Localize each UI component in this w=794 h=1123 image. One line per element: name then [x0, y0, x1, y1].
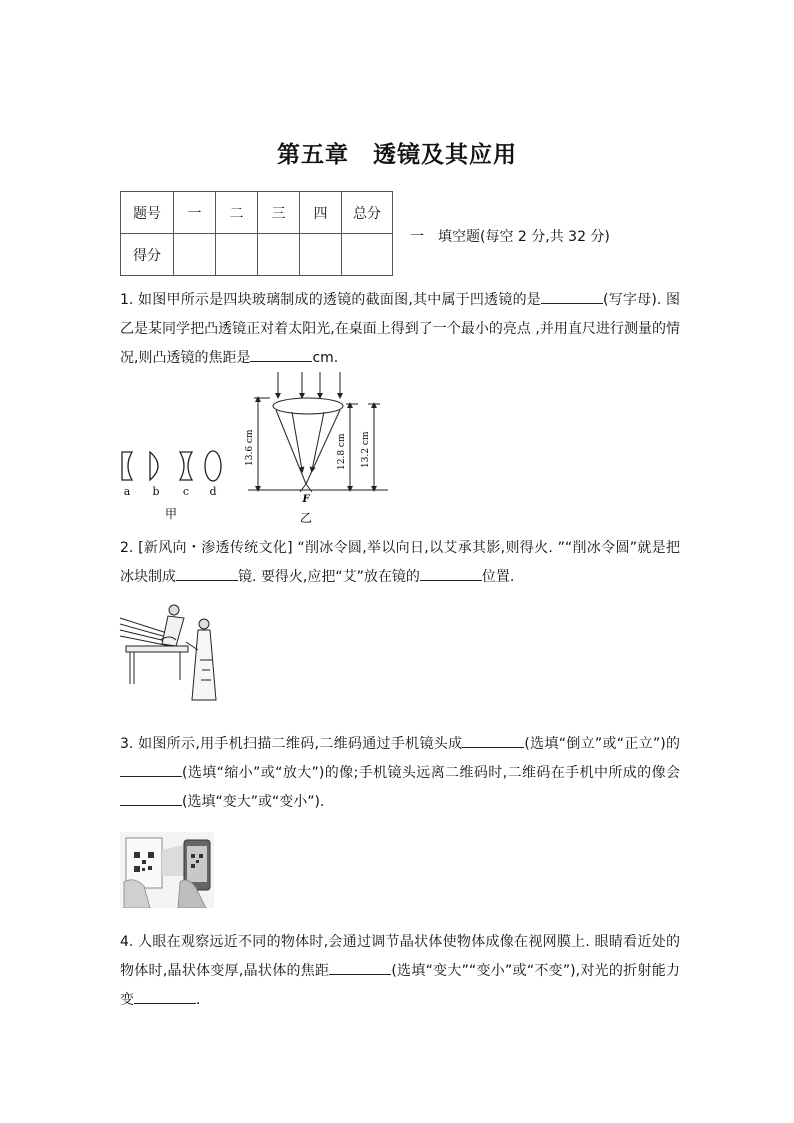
figure-caption: 甲 — [164, 507, 178, 521]
lens-label: a — [123, 485, 131, 498]
lens-c-shape — [180, 452, 192, 480]
score-header-cell: 一 — [174, 192, 216, 234]
score-cell[interactable] — [216, 234, 258, 276]
lens-label: d — [209, 485, 217, 498]
question-text: 1. 如图甲所示是四块玻璃制成的透镜的截面图,其中属于凹透镜的是 — [120, 292, 542, 308]
question-text: 镜. 要得火,应把“艾”放在镜的 — [238, 569, 420, 585]
answer-blank[interactable] — [134, 987, 196, 1004]
lens-label: b — [152, 485, 160, 498]
question-3 — [120, 730, 680, 817]
question-2 — [120, 534, 680, 592]
question-text: 位置. — [481, 569, 515, 585]
score-table-score-row — [121, 234, 393, 276]
question-text: 4. 人眼在观察远近不同的物体时,会通过调节晶状体使物体成像在视网膜上. 眼睛看近处的物体时,晶状体变厚,晶状体的焦距 — [120, 934, 680, 979]
score-cell[interactable] — [342, 234, 393, 276]
page-title — [0, 136, 794, 169]
answer-blank[interactable] — [462, 731, 524, 748]
lens-cross-sections-figure — [114, 440, 234, 530]
answer-blank[interactable] — [176, 564, 238, 581]
dimension-label: 13.2 cm — [361, 431, 371, 468]
question-text: (选填“缩小”或“放大”)的像;手机镜头远离二维码时,二维码在手机中所成的像会 — [182, 765, 680, 781]
dimension-label: 12.8 cm — [337, 433, 347, 470]
ice-lens-illustration — [118, 600, 228, 705]
answer-blank[interactable] — [541, 287, 603, 304]
answer-blank[interactable] — [250, 345, 312, 362]
question-text: 2. [新风向・渗透传统文化] “削冰令圆,举以向日,以艾承其影,则得火. ”“削冰令圆”就是把冰块制成 — [120, 540, 680, 585]
section-title: 填空题(每空 2 分,共 32 分) — [438, 229, 610, 245]
answer-blank[interactable] — [120, 760, 182, 777]
question-text: (选填“变大”“变小”或“不变”),对光的折射能力变 — [120, 963, 680, 1008]
score-header-cell: 题号 — [121, 192, 174, 234]
score-header-cell: 三 — [258, 192, 300, 234]
question-text: (选填“倒立”或“正立”)的 — [524, 736, 680, 752]
score-cell[interactable] — [258, 234, 300, 276]
chapter-topic: 透镜及其应用 — [373, 142, 517, 168]
lens-b-shape — [150, 452, 158, 480]
question-text: (选填“变大”或“变小”). — [182, 794, 325, 810]
convex-lens-focus-figure — [240, 370, 390, 530]
question-1 — [120, 286, 680, 373]
question-text: 3. 如图所示,用手机扫描二维码,二维码通过手机镜头成 — [120, 736, 463, 752]
question-4 — [120, 928, 680, 1015]
score-row-label: 得分 — [121, 234, 174, 276]
answer-blank[interactable] — [329, 958, 391, 975]
lens-a-shape — [122, 452, 132, 480]
dimension-label: 13.6 cm — [245, 429, 255, 466]
phone-scanning-qr-figure — [120, 832, 214, 908]
score-header-cell: 二 — [216, 192, 258, 234]
answer-blank[interactable] — [120, 789, 182, 806]
lens-d-shape — [205, 451, 221, 481]
score-table-header-row — [121, 192, 393, 234]
answer-blank[interactable] — [420, 564, 482, 581]
question-text: (写字母). 图乙是某同学把凸透镜正对着太阳光,在桌面上得到了一个最小的亮点 ,并用直尺进行测量的情况,则凸透镜的焦距是 — [120, 292, 681, 366]
score-header-cell: 四 — [300, 192, 342, 234]
score-header-cell: 总分 — [342, 192, 393, 234]
section-number: 一 — [410, 229, 424, 245]
section-heading — [410, 226, 610, 246]
chapter-number: 第五章 — [277, 142, 349, 168]
score-cell[interactable] — [174, 234, 216, 276]
score-table — [120, 191, 393, 276]
question-text: cm. — [312, 350, 339, 366]
focus-label: F — [302, 494, 310, 505]
lens-label: c — [182, 485, 190, 498]
score-cell[interactable] — [300, 234, 342, 276]
question-text: . — [196, 992, 201, 1008]
figure-caption: 乙 — [299, 511, 313, 525]
